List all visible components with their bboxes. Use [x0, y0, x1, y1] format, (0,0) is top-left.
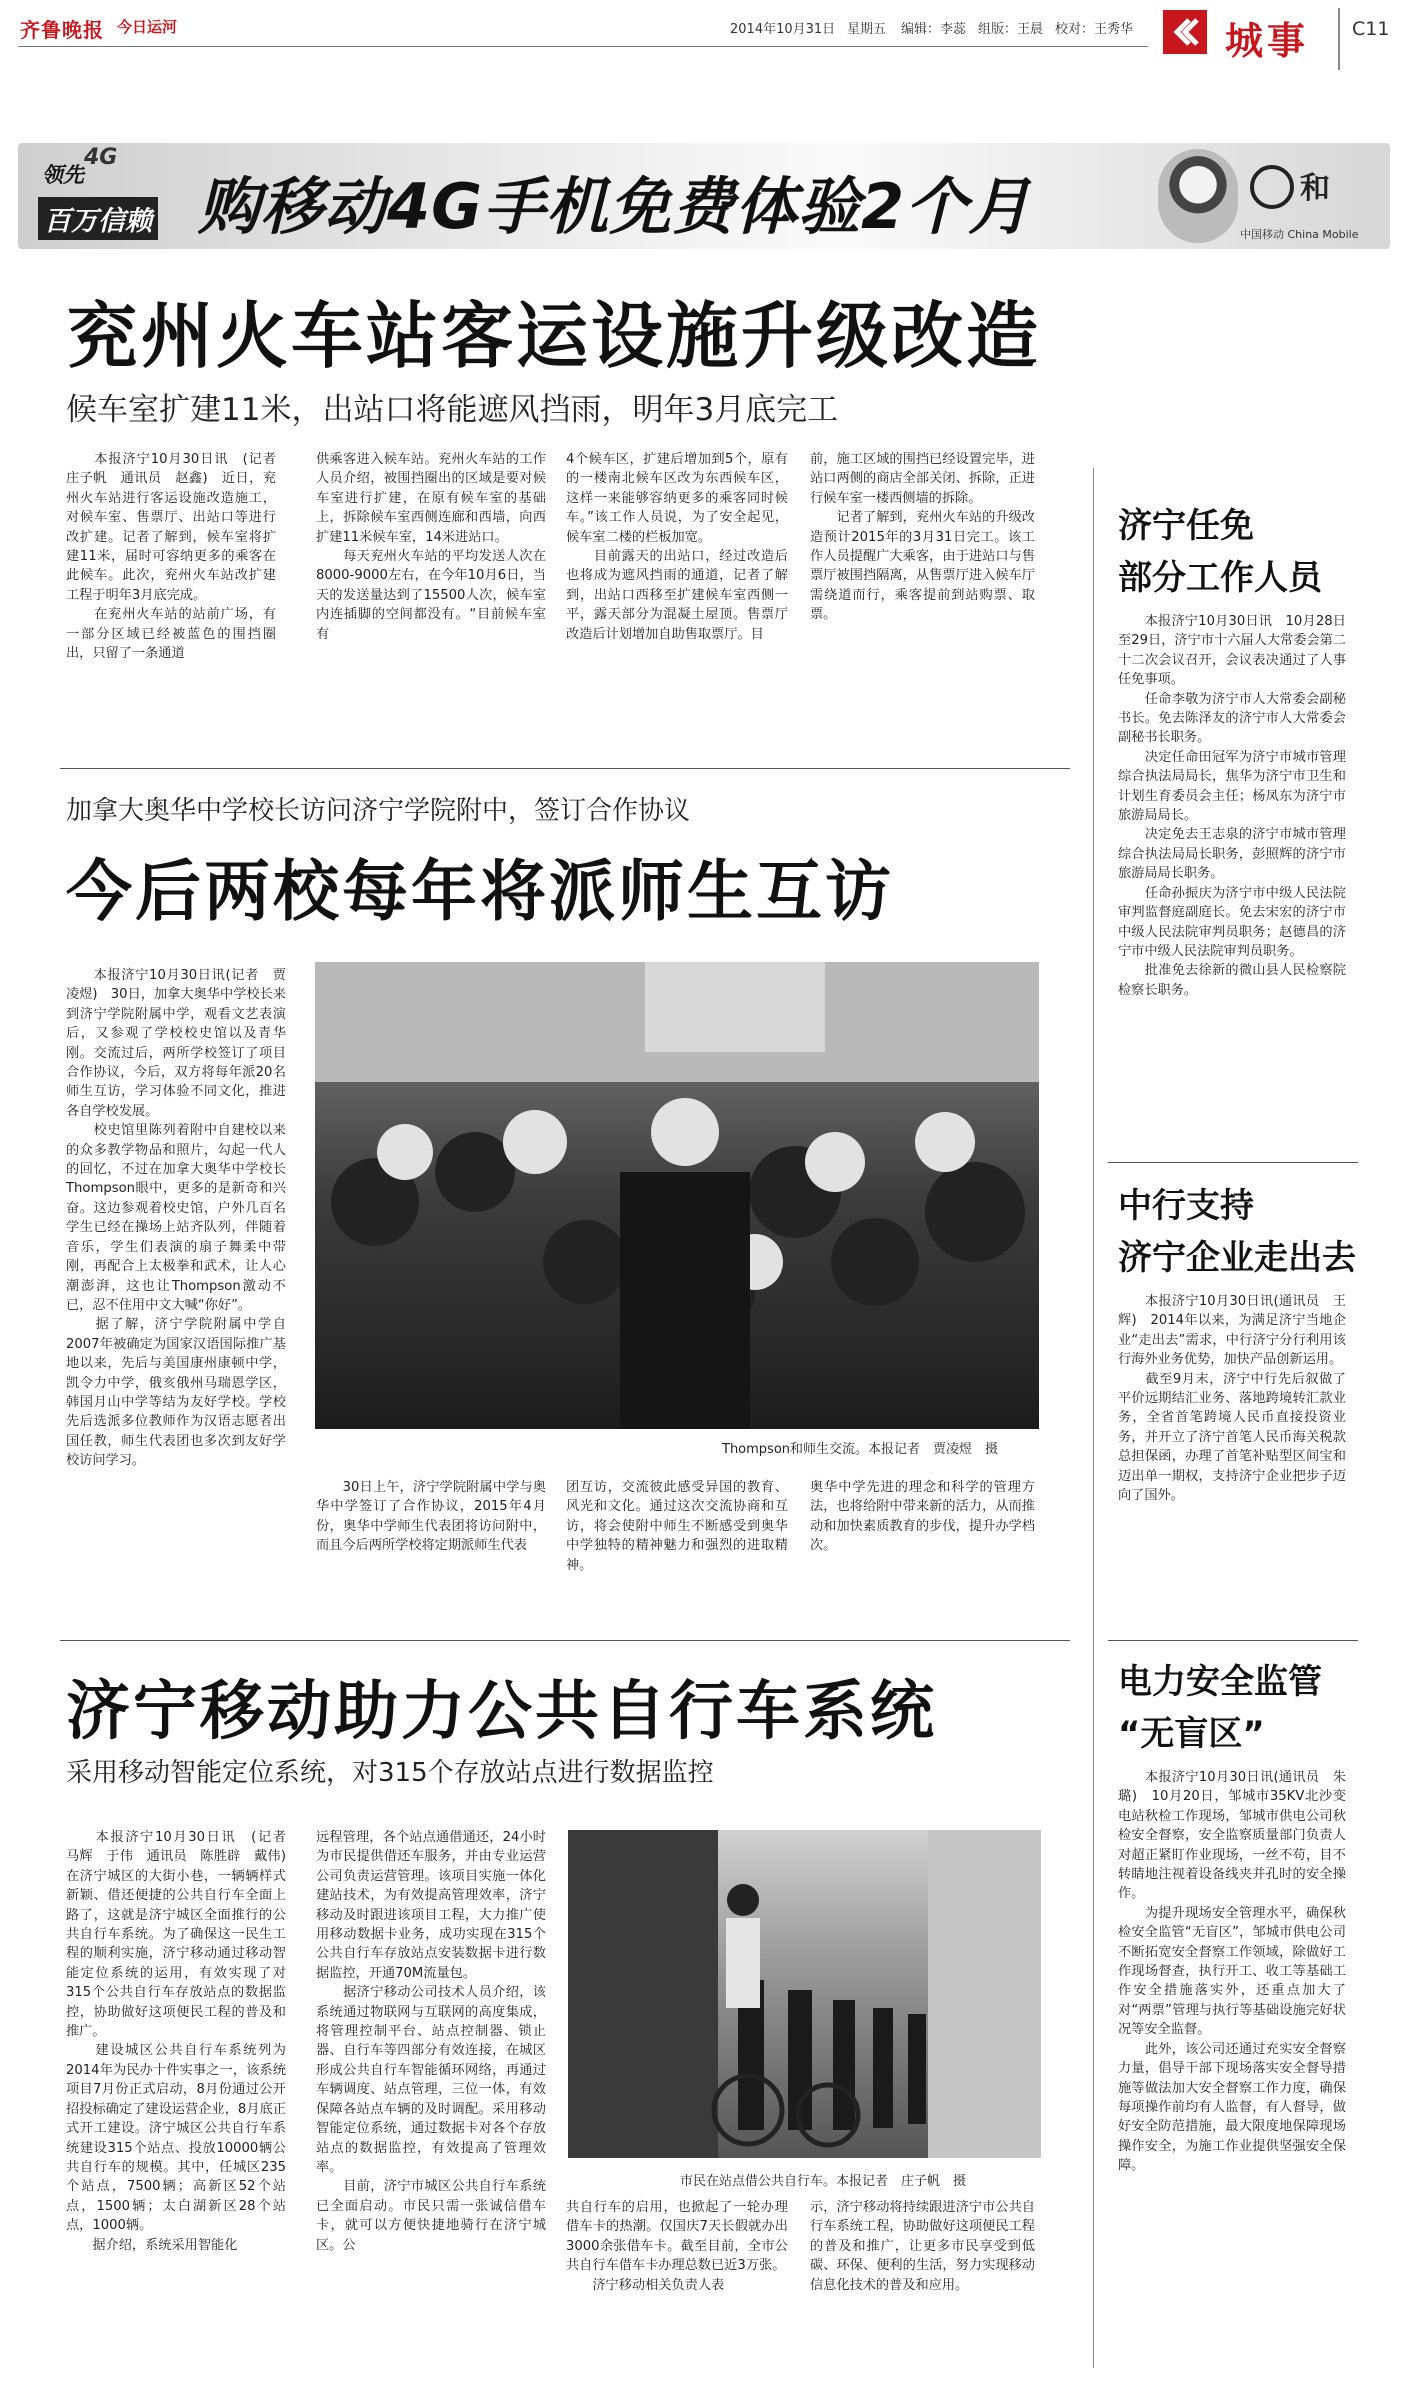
article1-col3: 4个候车区，扩建后增加到5个，原有的一楼南北候车区改为东西候车区，这样一来能够容纳更多的乘客同时候车。”该工作人员说，为了安全起见，候车室二楼的栏板加宽。 目前露天的出站口，经过改造后也将成为遮风挡雨的通道，记者了解到，出站口西移至扩建候车室西侧一平，露天部分为混凝土屋顶。售票厅改造后计划增加自助售取票厅。目	[566, 452, 788, 642]
layout-credit: 组版：王晨	[978, 22, 1044, 37]
sidebar2-title: 中行支持 济宁企业走出去	[1118, 1186, 1356, 1278]
section-arrow-icon	[1163, 10, 1207, 54]
ad-brand-icon	[1250, 165, 1294, 209]
article1-subtitle: 候车室扩建11米，出站口将能遮风挡雨，明年3月底完工	[66, 392, 839, 428]
article3-photo	[568, 1830, 1041, 2158]
header-divider	[1338, 8, 1340, 70]
article2-title: 今后两校每年将派师生互访	[66, 853, 894, 930]
article2-bottom-col3: 奥华中学先进的理念和科学的管理方法，也将给附中带来新的活力，从而推动和加快素质教育的步伐，提升办学档次。	[810, 1480, 1035, 1554]
article2-kicker: 加拿大奥华中学校长访问济宁学院附中，签订合作协议	[66, 796, 691, 826]
masthead-logo: 齐鲁晚报	[20, 18, 104, 42]
section-name: 城事	[1225, 19, 1310, 63]
sidebar1-body: 本报济宁10月30日讯 10月28日至29日，济宁市十六届人大常委会第二十二次会议召开，会议表决通过了人事任免事项。 任命李敬为济宁市人大常委会副秘书长。免去陈泽友的济宁市人大常委会副秘书长职务。 决定任命田冠军为济宁市城市管理综合执法局局长，焦华为济宁市卫生和计划生育委员会主任；杨凤东为济宁市旅游局局长。 决定免去王志泉的济宁市城市管理综合执法局局长职务，彭照辉的济宁市旅游局局长职务。 任命孙振庆为济宁市中级人民法院审判监督庭副庭长。免去宋宏的济宁市中级人民法院审判员职务；赵德昌的济宁市中级人民法院审判员职务。 批准免去徐新的微山县人民检察院检察长职务。	[1118, 614, 1346, 998]
ad-4g-tag: 4G	[84, 145, 118, 170]
ad-headline: 购移动4G手机免费体验2个月	[198, 170, 1032, 243]
ad-person-photo	[1158, 149, 1238, 243]
article3-photo-caption: 市民在站点借公共自行车。本报记者 庄子帆 摄	[680, 2174, 967, 2189]
sidebar1-title: 济宁任免 部分工作人员	[1118, 506, 1322, 598]
article3-bottom-col1: 共自行车的启用，也掀起了一轮办理借车卡的热潮。仅国庆7天长假就办出3000余张借车卡。截至目前，全市公共自行车借车卡办理总数已近3万张。 济宁移动相关负责人表	[566, 2200, 788, 2293]
sidebar2-rule	[1108, 1640, 1358, 1641]
article1-col1: 本报济宁10月30日讯 (记者 庄子帆 通讯员 赵鑫) 近日，兖州火车站进行客运设施改造施工，对候车室、售票厅、出站口等进行改扩建。记者了解到，候车室将扩建11米，届时可容纳更多的乘客在此候车。此次，兖州火车站改扩建工程于明年3月底完成。 在兖州火车站的站前广场，有一部分区域已经被蓝色的围挡圈出，只留了一条通道	[66, 452, 276, 662]
issue-date: 2014年10月31日	[730, 22, 836, 37]
editor-credit: 编辑：李蕊	[901, 22, 967, 37]
article2-col1: 本报济宁10月30日讯(记者 贾凌煜) 30日，加拿大奥华中学校长来到济宁学院附属中学，观看文艺表演后，又参观了学校校史馆以及青华刚。交流过后，两所学校签订了项目合作协议，今后，双方将每年派20名师生互访，学习体验不同文化，推进各自学校发展。 校史馆里陈列着附中自建校以来的众多教学物品和照片，勾起一代人的回忆，不过在加拿大奥华中学校长Thompson眼中，更多的是新奇和兴奋。这边参观着校史馆，户外几百名学生已经在操场上站齐队列，伴随着音乐，学生们表演的扇子舞柔中带刚，再配合上太极拳和武术，让人心潮澎湃，这也让Thompson激动不已，忍不住用中文大喊“你好”。 据了解，济宁学院附属中学自2007年被确定为国家汉语国际推广基地以来，先后与美国康州康顿中学，凯令力中学，俄亥俄州马瑞恩学区，韩国月山中学等结为友好学校。学校先后选派多位教师作为汉语志愿者出国任教，师生代表团也多次到友好学校访问学习。	[66, 968, 286, 1469]
article2-rule	[60, 1640, 1070, 1641]
article3-subtitle: 采用移动智能定位系统，对315个存放站点进行数据监控	[66, 1758, 714, 1788]
ad-badge-bottom: 百万信赖	[38, 197, 158, 240]
sidebar3-title: 电力安全监管 “无盲区”	[1118, 1662, 1322, 1754]
article2-bottom-col1: 30日上午，济宁学院附属中学与奥华中学签订了合作协议，2015年4月份，奥华中学师生代表团将访问附中，而且今后两所学校将定期派师生代表	[316, 1480, 546, 1554]
article2-photo-caption: Thompson和师生交流。本报记者 贾凌煜 摄	[722, 1442, 999, 1457]
header-rule	[18, 46, 1148, 47]
ad-banner	[18, 143, 1390, 249]
article2-photo	[315, 962, 1039, 1429]
page-number: C11	[1352, 18, 1390, 40]
article3-col2: 远程管理，各个站点通借通还，24小时为市民提供借还车服务，并由专业运营公司负责运营管理。该项目实施一体化建站技术，为有效提高管理效率，济宁移动及时跟进该项目工程，大力推广使用移动数据卡业务，成功实现在315个公共自行车存放站点安装数据卡进行数据监控，开通70M流量包。 据济宁移动公司技术人员介绍，该系统通过物联网与互联网的高度集成，将管理控制平台、站点控制器、锁止器、自行车等四部分有效连接，在城区形成公共自行车智能循环网络，再通过车辆调度、站点管理，三位一体，有效保障各站点车辆的及时调配。采用移动智能定位系统，通过数据卡对各个存放站点的数据监控，有效提高了管理效率。 目前，济宁市城区公共自行车系统已全面启动。市民只需一张诚信借车卡，就可以方便快捷地骑行在济宁城区。公	[316, 1830, 546, 2253]
article1-col2: 供乘客进入候车站。兖州火车站的工作人员介绍，被围挡圈出的区域是要对候车室进行扩建，在原有候车室的基础上，拆除候车室西侧连廊和西墙，向西扩建11米候车室，14米进站口。 每天兖州火车站的平均发送人次在8000-9000左右，在今年10月6日，当天的发送量达到了15500人次，候车室内连插脚的空间都没有。“目前候车室有	[316, 452, 546, 642]
sidebar2-body: 本报济宁10月30日讯(通讯员 王辉) 2014年以来，为满足济宁当地企业“走出去”需求，中行济宁分行利用该行海外业务优势，加快产品创新运用。 截至9月末，济宁中行先后叙做了平价远期结汇业务、落地跨境转汇款业务，全省首笔跨境人民币直接投资业务，并开立了济宁首笔人民币海关税款总担保函，办理了首笔补贴型区间宝和迈出单一期权，支持济宁企业把步子迈向了国外。	[1118, 1294, 1346, 1504]
ad-brand: 和	[1300, 171, 1330, 206]
section-label: 今日运河	[117, 18, 178, 36]
ad-badge-top: 领先	[42, 163, 84, 187]
proof-credit: 校对：王秀华	[1055, 22, 1134, 37]
article1-rule	[60, 768, 1070, 769]
article3-col1: 本报济宁10月30日讯 (记者 马辉 于伟 通讯员 陈胜辟 戴伟) 在济宁城区的大街小巷，一辆辆样式新颖、借还便捷的公共自行车全面上路了，这就是济宁城区全面推行的公共自行车系统。为了确保这一民生工程的顺利实施，济宁移动通过移动智能定位系统的运用，有效实现了对315个公共自行车存放站点的数据监控，协助做好这项便民工程的普及和推广。 建设城区公共自行车系统列为2014年为民办十件实事之一，该系统项目7月份正式启动，8月份通过公开招投标确定了建设运营企业，8月底正式开工建设。济宁城区公共自行车系统建设315个站点、投放10000辆公共自行车的规模。其中，任城区235个站点，7500辆；高新区52个站点，1500辆；太白湖新区28个站点，1000辆。 据介绍，系统采用智能化	[66, 1830, 286, 2253]
article3-bottom-col2: 示，济宁移动将持续跟进济宁市公共自行车系统工程，协助做好这项便民工程的普及和推广，让更多市民享受到低碳、环保、便利的生活，努力实现移动信息化技术的普及和应用。	[810, 2200, 1035, 2293]
sidebar3-body: 本报济宁10月30日讯(通讯员 朱璐) 10月20日，邹城市35KV北沙变电站秋检工作现场，邹城市供电公司秋检安全督察，安全监察质量部门负责人对超正紧盯作业现场，一丝不苟，目不转睛地注视着设备线夹并孔时的安全操作。 为提升现场安全管理水平，确保秋检安全监管“无盲区”，邹城市供电公司不断拓宽安全督察工作领域，除做好工作现场督查，执行开工、收工等基础工作安全措施落实外，还重点加大了对“两票”管理与执行等基础设施完好状况等安全监督。 此外，该公司还通过充实安全督察力量，倡导干部下现场落实安全督导措施等做法加大安全督察工作力度，确保每项操作前均有人监督，有人督导，做好安全防范措施，最大限度地保障现场操作安全，为施工作业提供坚强安全保障。	[1118, 1770, 1346, 2174]
article1-title: 兖州火车站客运设施升级改造	[66, 293, 1042, 378]
article2-bottom-col2: 团互访，交流彼此感受异国的教育、风光和文化。通过这次交流协商和互访，将会使附中师生不断感受到奥华中学独特的精神魅力和强烈的进取精神。	[566, 1480, 788, 1573]
sidebar-divider	[1093, 468, 1094, 2368]
article1-col4: 前，施工区域的围挡已经设置完毕，进站口两侧的商店全部关闭、拆除，正进行候车室一楼西侧墙的拆除。 记者了解到，兖州火车站的升级改造预计2015年的3月31日完工。该工作人员提醒广大乘客，由于进站口与售票厅被围挡隔离，从售票厅进入候车厅需绕道而行，乘客提前到站购票、取票。	[810, 452, 1035, 623]
article3-title: 济宁移动助力公共自行车系统	[66, 1674, 937, 1749]
issue-weekday: 星期五	[847, 22, 887, 37]
ad-operator: 中国移动 China Mobile	[1240, 228, 1359, 241]
sidebar1-rule	[1108, 1162, 1358, 1163]
